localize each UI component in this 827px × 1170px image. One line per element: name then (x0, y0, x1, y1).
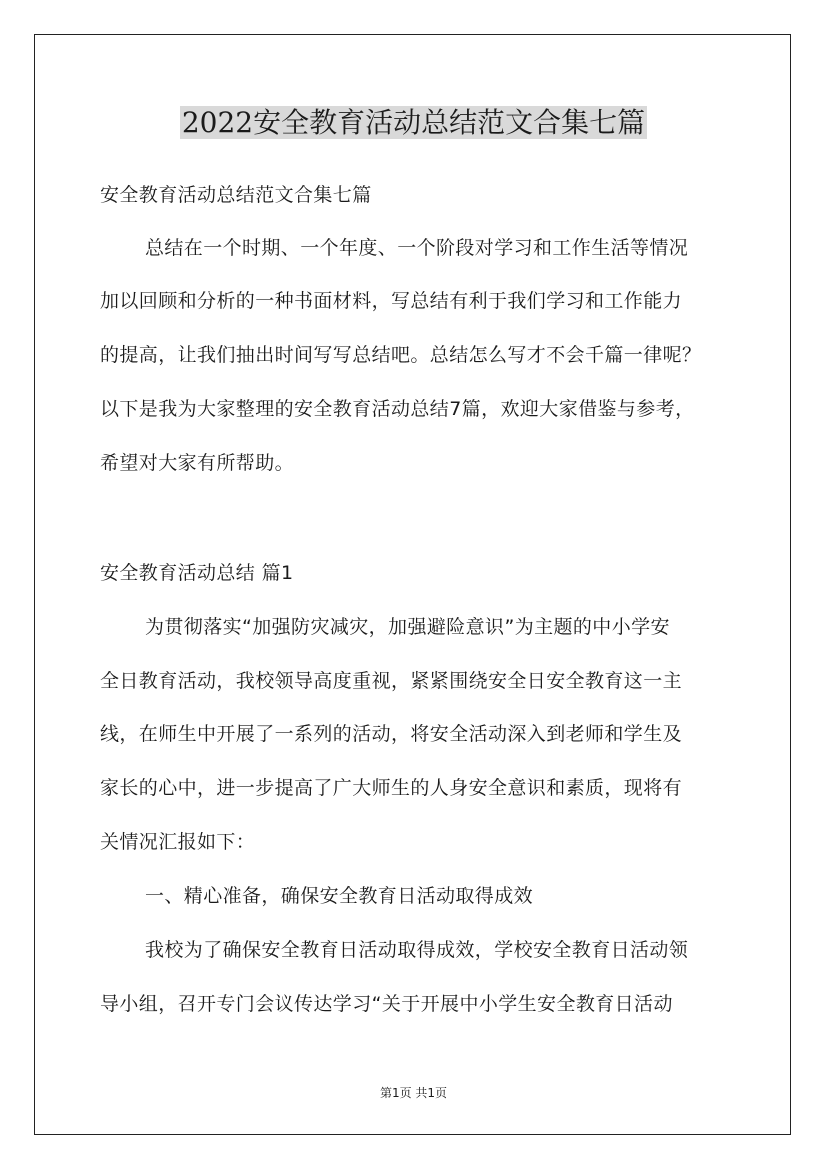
document-title (0, 100, 827, 146)
subtitle: 安全教育活动总结范文合集七篇 (100, 184, 372, 206)
section-line-5: 关情况汇报如下： (100, 831, 256, 853)
sub-line-2: 导小组，召开专门会议传达学习“关于开展中小学生安全教育日活动 (100, 993, 673, 1015)
page-footer: 第1页 共1页 (379, 1086, 448, 1100)
section-heading: 安全教育活动总结 篇1 (100, 562, 294, 584)
subheading: 一、精心准备，确保安全教育日活动取得成效 (145, 885, 534, 907)
intro-line-4: 以下是我为大家整理的安全教育活动总结7篇，欢迎大家借鉴与参考， (100, 398, 695, 420)
intro-line-5: 希望对大家有所帮助。 (100, 452, 295, 474)
intro-line-2: 加以回顾和分析的一种书面材料，写总结有利于我们学习和工作能力 (100, 290, 683, 312)
intro-line-1: 总结在一个时期、一个年度、一个阶段对学习和工作生活等情况 (145, 237, 689, 259)
section-line-3: 线，在师生中开展了一系列的活动，将安全活动深入到老师和学生及 (100, 723, 683, 745)
document-title-text: 2022安全教育活动总结范文合集七篇 (181, 106, 646, 139)
intro-line-3: 的提高，让我们抽出时间写写总结吧。总结怎么写才不会千篇一律呢？ (100, 344, 702, 366)
section-line-2: 全日教育活动，我校领导高度重视，紧紧围绕安全日安全教育这一主 (100, 670, 683, 692)
section-line-1: 为贯彻落实“加强防灾减灾，加强避险意识”为主题的中小学安 (145, 616, 670, 638)
section-line-4: 家长的心中，进一步提高了广大师生的人身安全意识和素质，现将有 (100, 777, 683, 799)
sub-line-1: 我校为了确保安全教育日活动取得成效，学校安全教育日活动领 (145, 939, 689, 961)
